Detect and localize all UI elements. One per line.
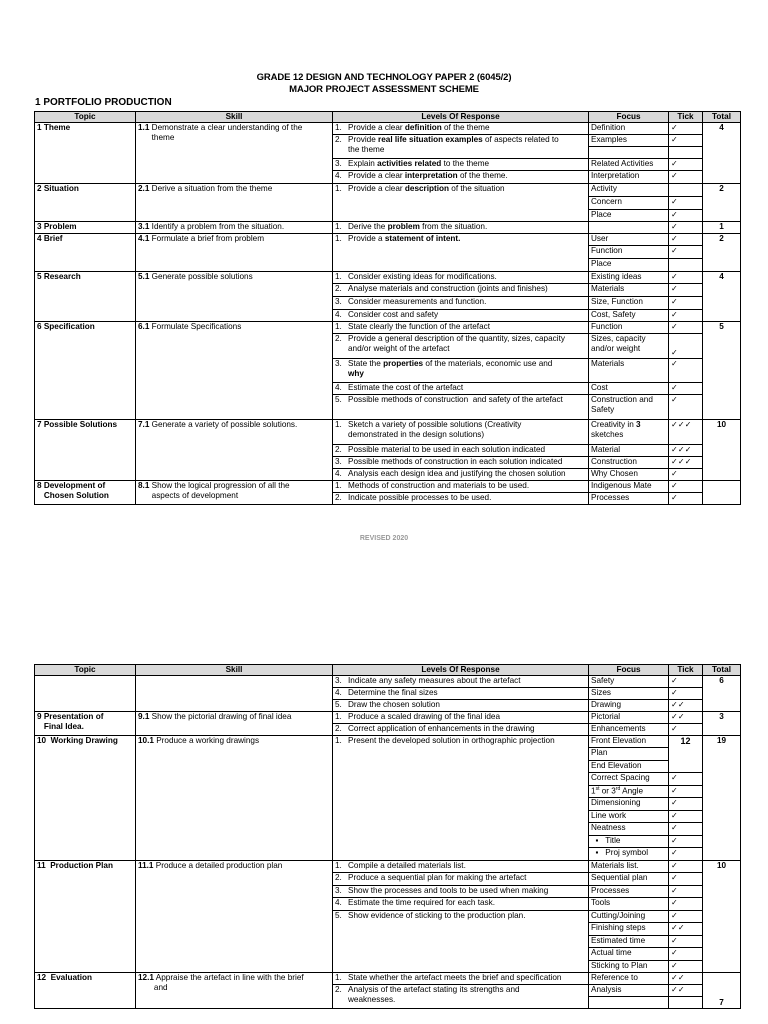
col-tick: Tick [669, 112, 703, 123]
document-subtitle: MAJOR PROJECT ASSESSMENT SCHEME [289, 84, 479, 95]
col-focus: Focus [589, 112, 669, 123]
col-total: Total [703, 665, 741, 676]
col-total: Total [703, 112, 741, 123]
col-tick: Tick [669, 665, 703, 676]
col-topic: Topic [35, 112, 136, 123]
assessment-table-page2: Topic Skill Levels Of Response Focus Tick Total 3. Indicate any safety measures about the artefact Safety ✓ 6 4. Determine the final sizes Sizes ✓ 5. Draw the chosen solution Drawing ✓✓ 9 Presentation of Final Idea. 9.1 Show the pictorial drawing of final idea 1. Produce a scaled drawing of the final idea Pictorial ✓✓ 3 2. Correct application of enhancements in the drawing Enhancements ✓ 10 Working Drawing 10.1 Produce a working drawings 1. Present the developed solution in orthographic projection Front Elevation 12 19 Plan End Elevation Correct Spacing ✓ 1st or 3rd Angle ✓ Dimensioning ✓ Line work ✓ Neatness ✓ ▪ Title ✓ ▪ Proj symbol ✓ 11 Production Plan 11.1 Produce a detailed production plan 1. Compile a detailed materials list. Materials list. ✓ 10 2. Produce a sequential plan for making the artefact Sequential plan ✓ 3. Show the processes and tools to be used when making Processes ✓ 4. Estimate the time required for each task. Tools ✓ 5. Show evidence of sticking to the production plan. Cutting/Joining ✓ Finishing steps ✓✓ Estimated time ✓ Actual time ✓ Sticking to Plan ✓ 12 Evaluation 12.1 Appraise the artefact in line with the brief and 1. State whether the artefact meets the brief and specification Reference to ✓✓ 7 2. Analysis of the artefact stating its strengths and weaknesses. Analysis ✓✓ [34, 664, 741, 1009]
section-heading: 1 PORTFOLIO PRODUCTION [35, 97, 172, 108]
assessment-table-page1: Topic Skill Levels Of Response Focus Tick Total 1 Theme 1.1 Demonstrate a clear understanding of the theme 1. Provide a clear definition of the theme Definition ✓ 4 2. Provide real life situation examples of aspects related to the theme Examples ✓ 3. Explain activities related to the theme Related Activities ✓ 4. Provide a clear interpretation of the theme. Interpretation ✓ 2 Situation 2.1 Derive a situation from the theme 1. Provide a clear description of the situation Activity 2 Concern ✓ Place ✓ 3 Problem 3.1 Identify a problem from the situation. 1. Derive the problem from the situation. ✓ 1 4 Brief 4.1 Formulate a brief from problem 1. Provide a statement of intent. User ✓ 2 Function ✓ Place 5 Research 5.1 Generate possible solutions 1. Consider existing ideas for modifications. Existing ideas ✓ 4 2. Analyse materials and construction (joints and finishes) Materials ✓ 3. Consider measurements and function. Size, Function ✓ 4. Consider cost and safety Cost, Safety ✓ 6 Specification 6.1 Formulate Specifications 1. State clearly the function of the artefact Function ✓ 5 2. Provide a general description of the quantity, sizes, capacity and/or weight of the artefact Sizes, capacity and/or weight ✓ 3. State the properties of the materials, economic use and why Materials ✓ 4. Estimate the cost of the artefact Cost ✓ 5. Possible methods of construction and safety of the artefact Construction and Safety ✓ 7 Possible Solutions 7.1 Generate a variety of possible solutions. 1. Sketch a variety of possible solutions (Creativity demonstrated in the design solutions) Creativity in 3 sketches ✓✓✓ 10 2. Possible material to be used in each solution indicated Material ✓✓✓ 3. Possible methods of construction in each solution indicated Construction ✓✓✓ 4. Analysis each design idea and justifying the chosen solution Why Chosen ✓ 8 Development of Chosen Solution 8.1 Show the logical progression of all the aspects of development 1. Methods of construction and materials to be used. Indigenous Mate ✓ 2. Indicate possible processes to be used. Processes ✓ [34, 111, 741, 505]
col-topic: Topic [35, 665, 136, 676]
col-levels: Levels Of Response [333, 112, 589, 123]
col-levels: Levels Of Response [333, 665, 589, 676]
col-skill: Skill [136, 665, 333, 676]
document-title: GRADE 12 DESIGN AND TECHNOLOGY PAPER 2 (6045/2) [256, 72, 512, 83]
col-focus: Focus [589, 665, 669, 676]
revised-note: REVISED 2020 [359, 535, 409, 542]
col-skill: Skill [136, 112, 333, 123]
